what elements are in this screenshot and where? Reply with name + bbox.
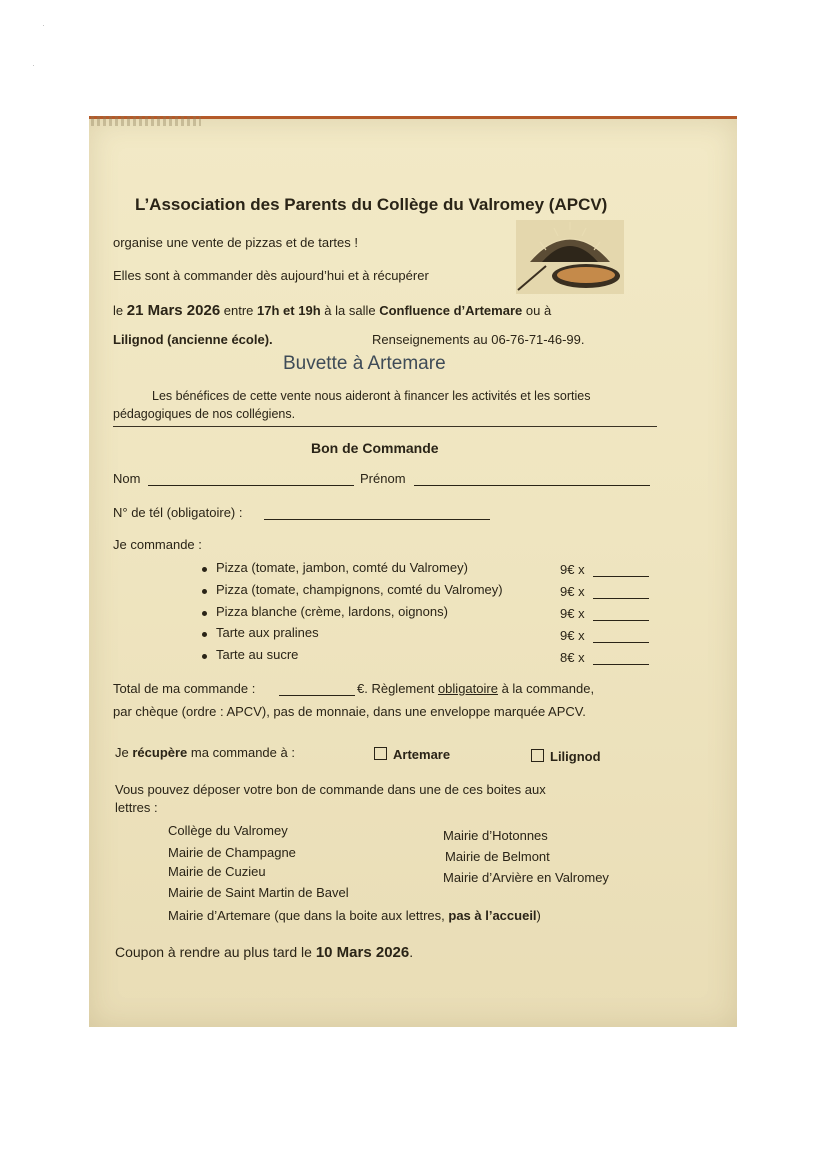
prenom-label: Prénom [360, 471, 406, 486]
total-line-end: €. Règlement obligatoire à la commande, [357, 681, 595, 696]
bullet [202, 567, 207, 572]
bullet [202, 589, 207, 594]
bullet [202, 611, 207, 616]
tel-label: N° de tél (obligatoire) : [113, 505, 243, 520]
quantity-field[interactable] [593, 632, 649, 643]
prenom-field[interactable] [414, 475, 650, 486]
intro-line: organise une vente de pizzas et de tartes ! [113, 235, 358, 250]
item-label: Pizza (tomate, jambon, comté du Valromey) [216, 560, 468, 575]
mailbox-item: Mairie d’Arvière en Valromey [443, 870, 609, 885]
je-commande-label: Je commande : [113, 537, 202, 552]
mailbox-item: Mairie de Cuzieu [168, 864, 266, 879]
mailbox-item: Mairie de Belmont [445, 849, 550, 864]
payment-line: par chèque (ordre : APCV), pas de monnaie, dans une enveloppe marquée APCV. [113, 704, 586, 719]
item-price: 9€ x [560, 584, 585, 599]
intro-line-2: Elles sont à commander dès aujourd’hui et à récupérer [113, 268, 429, 283]
checkbox[interactable] [531, 749, 544, 762]
total-field[interactable] [279, 685, 355, 696]
deposit-line-2: lettres : [115, 800, 158, 815]
quantity-field[interactable] [593, 566, 649, 577]
torn-edge [91, 116, 201, 126]
quantity-field[interactable] [593, 610, 649, 621]
scan-speck: · [42, 20, 45, 30]
bullet [202, 654, 207, 659]
option-artemare[interactable]: Artemare [374, 747, 450, 762]
divider [113, 426, 657, 427]
quantity-field[interactable] [593, 588, 649, 599]
nom-label: Nom [113, 471, 141, 486]
deposit-line-1: Vous pouvez déposer votre bon de commande dans une de ces boites aux [115, 782, 546, 797]
date-line: le 21 Mars 2026 entre 17h et 19h à la salle Confluence d’Artemare ou à [113, 302, 552, 319]
item-label: Pizza blanche (crème, lardons, oignons) [216, 604, 448, 619]
item-price: 8€ x [560, 650, 585, 665]
item-label: Tarte aux pralines [216, 625, 319, 640]
bullet [202, 632, 207, 637]
quantity-field[interactable] [593, 654, 649, 665]
pickup-label: Je récupère ma commande à : [115, 745, 295, 760]
item-price: 9€ x [560, 628, 585, 643]
mailbox-item: Collège du Valromey [168, 823, 288, 838]
item-label: Tarte au sucre [216, 647, 299, 662]
lilignod-line: Lilignod (ancienne école). [113, 332, 273, 347]
buvette-heading: Buvette à Artemare [283, 353, 446, 374]
tel-field[interactable] [264, 509, 490, 520]
mailbox-item: Mairie d’Hotonnes [443, 828, 548, 843]
total-label: Total de ma commande : [113, 681, 256, 696]
item-price: 9€ x [560, 562, 585, 577]
order-form-title: Bon de Commande [311, 440, 439, 456]
option-lilignod[interactable]: Lilignod [531, 749, 601, 764]
benefits-line-1: Les bénéfices de cette vente nous aideront à financer les activités et les sorties [152, 389, 591, 403]
info-phone: Renseignements au 06-76-71-46-99. [372, 332, 585, 347]
nom-field[interactable] [148, 475, 354, 486]
item-label: Pizza (tomate, champignons, comté du Valromey) [216, 582, 503, 597]
scan-speck: · [32, 60, 35, 70]
checkbox[interactable] [374, 747, 387, 760]
mailbox-item: Mairie de Saint Martin de Bavel [168, 885, 349, 900]
mailbox-artemare: Mairie d’Artemare (que dans la boite aux lettres, pas à l’accueil) [168, 908, 541, 923]
association-title: L’Association des Parents du Collège du Valromey (APCV) [135, 195, 608, 214]
pizza-oven-icon [516, 220, 624, 294]
item-price: 9€ x [560, 606, 585, 621]
benefits-line-2: pédagogiques de nos collégiens. [113, 407, 296, 421]
mailbox-item: Mairie de Champagne [168, 845, 296, 860]
coupon-deadline: Coupon à rendre au plus tard le 10 Mars 2026. [115, 944, 414, 961]
